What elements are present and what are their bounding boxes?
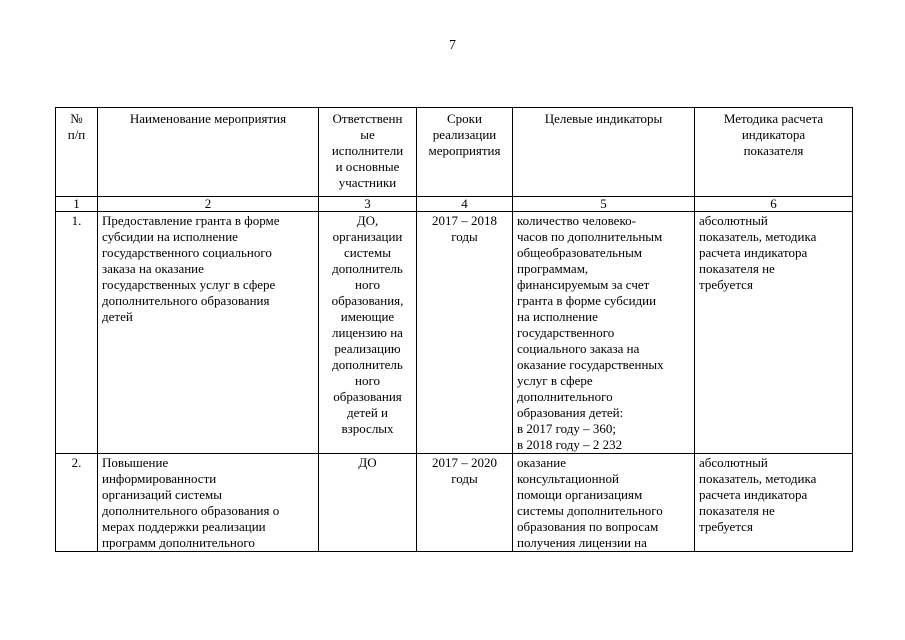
period: 2017 – 2020 годы — [417, 454, 513, 552]
page-number: 7 — [449, 38, 456, 53]
column-number: 6 — [695, 197, 853, 212]
calculation-method: абсолютный показатель, методика расчета индикатора показателя не требуется — [695, 212, 853, 454]
column-number: 3 — [319, 197, 417, 212]
executors: ДО — [319, 454, 417, 552]
indicators: количество человеко- часов по дополнительным общеобразовательным программам, финансируемым за счет гранта в форме субсидии на исполнение государственного социального заказа на оказание государственных услуг в сфере дополнительного образования детей: в 2017 году – 360; в 2018 году – 2 232 — [513, 212, 695, 454]
header-activity-name: Наименование мероприятия — [98, 108, 319, 197]
activities-table — [55, 107, 853, 552]
activity-name: Повышение информированности организаций системы дополнительного образования о мерах поддержки реализации программ дополнительного — [98, 454, 319, 552]
table-header-row — [56, 108, 853, 197]
indicators: оказание консультационной помощи организациям системы дополнительного образования по вопросам получения лицензии на — [513, 454, 695, 552]
calculation-method: абсолютный показатель, методика расчета индикатора показателя не требуется — [695, 454, 853, 552]
column-number-row — [56, 197, 853, 212]
column-number: 4 — [417, 197, 513, 212]
column-number: 1 — [56, 197, 98, 212]
header-method: Методика расчета индикатора показателя — [695, 108, 853, 197]
column-number: 5 — [513, 197, 695, 212]
header-executors: Ответственн ые исполнители и основные участники — [319, 108, 417, 197]
header-indicators: Целевые индикаторы — [513, 108, 695, 197]
row-number: 1. — [56, 212, 98, 454]
executors: ДО, организации системы дополнитель ного образования, имеющие лицензию на реализацию дополнитель ного образования детей и взрослых — [319, 212, 417, 454]
column-number: 2 — [98, 197, 319, 212]
table-row — [56, 454, 853, 552]
table-row — [56, 212, 853, 454]
header-period: Сроки реализации мероприятия — [417, 108, 513, 197]
period: 2017 – 2018 годы — [417, 212, 513, 454]
header-number: № п/п — [56, 108, 98, 197]
row-number: 2. — [56, 454, 98, 552]
activity-name: Предоставление гранта в форме субсидии на исполнение государственного социального заказа на оказание государственных услуг в сфере дополнительного образования детей — [98, 212, 319, 454]
